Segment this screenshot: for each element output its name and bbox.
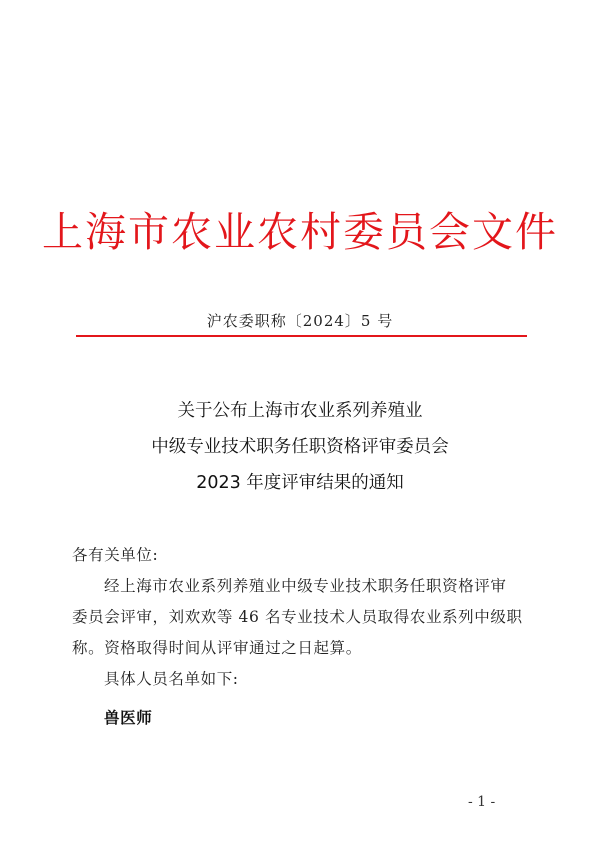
notice-body: [72, 540, 532, 695]
issuer-header-title: 上海市农业农村委员会文件: [42, 208, 558, 256]
notice-title-line-1: 关于公布上海市农业系列养殖业: [177, 401, 423, 421]
paragraph-line-1: 经上海市农业系列养殖业中级专业技术职务任职资格评审: [104, 577, 507, 595]
paragraph-line-2: 委员会评审，刘欢欢等 46 名专业技术人员取得农业系列中级职: [72, 608, 523, 626]
red-divider-line: [76, 335, 527, 337]
notice-title-line-3: 2023 年度评审结果的通知: [196, 473, 404, 493]
notice-title: [0, 393, 600, 501]
list-intro: 具体人员名单如下:: [104, 670, 239, 688]
paragraph-line-3: 称。资格取得时间从评审通过之日起算。: [72, 639, 362, 657]
section-heading-veterinarian: 兽医师: [104, 708, 153, 727]
page-number: - 1 -: [468, 794, 496, 810]
document-number: 沪农委职称〔2024〕5 号: [206, 312, 394, 330]
notice-title-line-2: 中级专业技术职务任职资格评审委员会: [151, 437, 449, 457]
salutation: 各有关单位:: [72, 546, 159, 564]
